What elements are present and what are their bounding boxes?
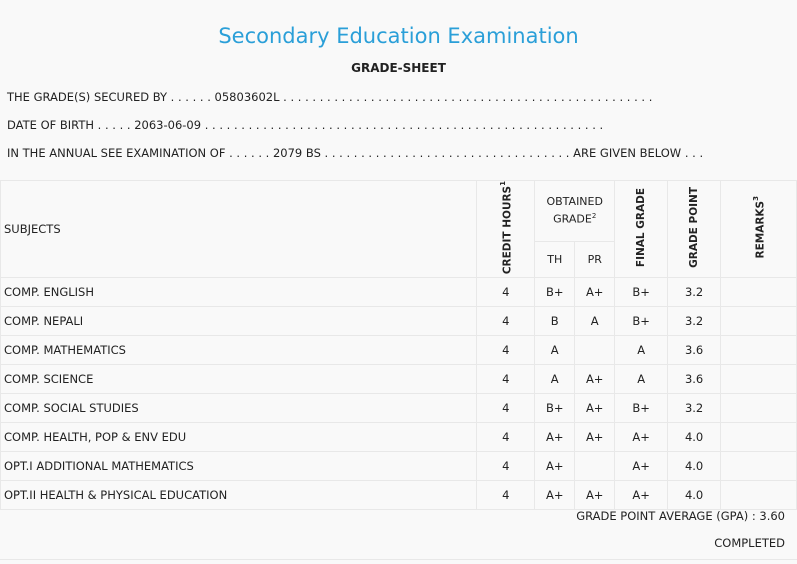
exam-label: IN THE ANNUAL SEE EXAMINATION OF . . . . . .: [7, 146, 270, 160]
th-grade-cell: B+: [535, 394, 575, 423]
credit-cell: 4: [477, 394, 535, 423]
grade-point-cell: 3.2: [668, 394, 721, 423]
subject-cell: COMP. SCIENCE: [1, 365, 477, 394]
exam-line: [7, 146, 703, 160]
header-remarks: REMARKS$^3$: [721, 181, 797, 278]
remarks-cell: [721, 278, 797, 307]
credit-cell: 4: [477, 423, 535, 452]
grade-point-cell: 3.2: [668, 307, 721, 336]
header-credit-hours: CREDIT HOURS$^1$: [477, 181, 535, 278]
table-row: [1, 423, 797, 452]
table-row: [1, 307, 797, 336]
credit-cell: 4: [477, 307, 535, 336]
remarks-cell: [721, 452, 797, 481]
table-row: [1, 481, 797, 510]
th-grade-cell: B: [535, 307, 575, 336]
final-grade-cell: B+: [615, 307, 668, 336]
pr-grade-cell: [575, 336, 615, 365]
credit-cell: 4: [477, 278, 535, 307]
subject-cell: COMP. HEALTH, POP & ENV EDU: [1, 423, 477, 452]
page-title: Secondary Education Examination: [218, 24, 579, 48]
grades-secured-dots: . . . . . . . . . . . . . . . . . . . . . . . . . . . . . . . . . . . . . . . . . . . . . . . . . . .: [283, 90, 653, 104]
grade-point-cell: 4.0: [668, 481, 721, 510]
th-grade-cell: A: [535, 336, 575, 365]
subject-cell: OPT.I ADDITIONAL MATHEMATICS: [1, 452, 477, 481]
remarks-cell: [721, 307, 797, 336]
subject-cell: COMP. ENGLISH: [1, 278, 477, 307]
grades-secured-label: THE GRADE(S) SECURED BY . . . . . .: [7, 90, 211, 104]
grades-secured-line: [7, 90, 652, 104]
table-row: [1, 452, 797, 481]
th-grade-cell: A: [535, 365, 575, 394]
th-grade-cell: B+: [535, 278, 575, 307]
dob-value: 2063-06-09: [134, 118, 202, 132]
grade-point-cell: 3.6: [668, 336, 721, 365]
header-subjects: SUBJECTS: [1, 181, 477, 278]
status-text: COMPLETED: [714, 536, 785, 550]
divider: [0, 559, 797, 560]
th-grade-cell: A+: [535, 423, 575, 452]
page-subtitle: GRADE-SHEET: [351, 61, 446, 75]
pr-grade-cell: A+: [575, 481, 615, 510]
credit-cell: 4: [477, 365, 535, 394]
grade-point-cell: 3.6: [668, 365, 721, 394]
subject-cell: OPT.II HEALTH & PHYSICAL EDUCATION: [1, 481, 477, 510]
pr-grade-cell: A+: [575, 278, 615, 307]
exam-end: ARE GIVEN BELOW . . .: [573, 146, 704, 160]
final-grade-cell: A+: [615, 423, 668, 452]
grade-table: [0, 180, 797, 510]
remarks-cell: [721, 394, 797, 423]
credit-cell: 4: [477, 336, 535, 365]
header-pr: PR: [575, 242, 615, 278]
grade-point-cell: 4.0: [668, 423, 721, 452]
subject-cell: COMP. MATHEMATICS: [1, 336, 477, 365]
symbol-number: 05803602L: [214, 90, 280, 104]
remarks-cell: [721, 423, 797, 452]
pr-grade-cell: [575, 452, 615, 481]
table-row: [1, 336, 797, 365]
credit-cell: 4: [477, 452, 535, 481]
final-grade-cell: A: [615, 365, 668, 394]
pr-grade-cell: A+: [575, 423, 615, 452]
grade-point-cell: 3.2: [668, 278, 721, 307]
remarks-cell: [721, 481, 797, 510]
header-obtained-grade: OBTAINED GRADE$^2$: [535, 181, 615, 242]
header-grade-point: GRADE POINT: [668, 181, 721, 278]
grade-point-cell: 4.0: [668, 452, 721, 481]
pr-grade-cell: A+: [575, 365, 615, 394]
table-row: [1, 394, 797, 423]
pr-grade-cell: A+: [575, 394, 615, 423]
header-final-grade: FINAL GRADE: [615, 181, 668, 278]
header-th: TH: [535, 242, 575, 278]
table-row: [1, 278, 797, 307]
final-grade-cell: A: [615, 336, 668, 365]
table-row: [1, 365, 797, 394]
exam-year: 2079 BS: [272, 146, 321, 160]
subject-cell: COMP. SOCIAL STUDIES: [1, 394, 477, 423]
th-grade-cell: A+: [535, 481, 575, 510]
final-grade-cell: B+: [615, 394, 668, 423]
subject-cell: COMP. NEPALI: [1, 307, 477, 336]
final-grade-cell: B+: [615, 278, 668, 307]
pr-grade-cell: A: [575, 307, 615, 336]
final-grade-cell: A+: [615, 452, 668, 481]
dob-label: DATE OF BIRTH . . . . .: [7, 118, 131, 132]
exam-dots: . . . . . . . . . . . . . . . . . . . . . . . . . . . . . . . . . .: [324, 146, 570, 160]
th-grade-cell: A+: [535, 452, 575, 481]
final-grade-cell: A+: [615, 481, 668, 510]
dob-dots: . . . . . . . . . . . . . . . . . . . . . . . . . . . . . . . . . . . . . . . . . . . . . . . . . . . . . . .: [204, 118, 604, 132]
remarks-cell: [721, 365, 797, 394]
credit-cell: 4: [477, 481, 535, 510]
dob-line: [7, 118, 603, 132]
remarks-cell: [721, 336, 797, 365]
gpa-summary: GRADE POINT AVERAGE (GPA) : 3.60: [576, 509, 785, 523]
